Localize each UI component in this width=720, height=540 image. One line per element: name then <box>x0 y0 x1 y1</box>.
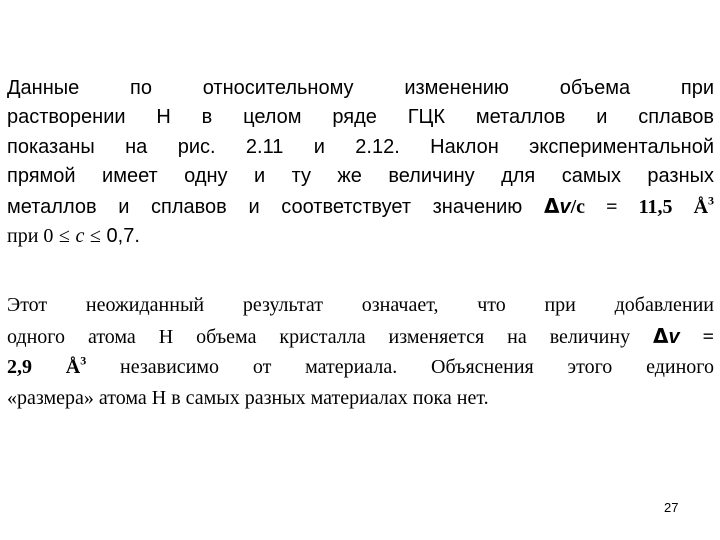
text-line: прямой имеет одну и ту же величину для самых разных <box>7 165 714 188</box>
leq-symbol: ≤ <box>89 225 101 248</box>
text-line: Данные по относительному изменению объема при <box>7 77 714 99</box>
formula-value: /c = 11,5 Å <box>570 195 709 218</box>
paragraph-unexpected-result <box>7 290 714 413</box>
delta-symbol: Δ <box>653 323 669 348</box>
delta-symbol: Δ <box>543 193 560 218</box>
formula-value: 2,9 Å <box>7 356 81 378</box>
volume-symbol-v: v <box>668 325 680 348</box>
text-line-formula <box>7 192 714 222</box>
text-line-formula <box>7 321 714 353</box>
range-upper-value: 0,7. <box>106 225 140 248</box>
page-number: 27 <box>664 500 679 515</box>
formula-exponent: 3 <box>708 193 715 208</box>
equals-sign: = <box>702 325 714 348</box>
paragraph-volume-change <box>7 74 714 251</box>
text-line: растворении Н в целом ряде ГЦК металлов и сплавов <box>7 106 714 129</box>
text-line: показаны на рис. 2.11 и 2.12. Наклон экспериментальной <box>7 135 714 158</box>
range-prefix: при 0 <box>7 225 54 248</box>
text-line-formula <box>7 352 714 383</box>
text-continuation: независимо от материала. Объяснения этого единого <box>120 356 714 378</box>
leq-symbol: ≤ <box>58 225 70 248</box>
text-line-range <box>7 222 714 251</box>
text-line: Этот неожиданный результат означает, что при добавлении <box>7 294 714 316</box>
concentration-symbol-c: c <box>75 225 85 248</box>
formula-lead-text: металлов и сплавов и соответствует значению <box>7 195 523 218</box>
formula-exponent: 3 <box>80 353 87 368</box>
formula-lead-text: одного атома Н объема кристалла изменяется на величину <box>7 325 631 348</box>
text-line: «размера» атома Н в самых разных материалах пока нет. <box>7 386 489 409</box>
volume-symbol-v: v <box>559 195 571 218</box>
